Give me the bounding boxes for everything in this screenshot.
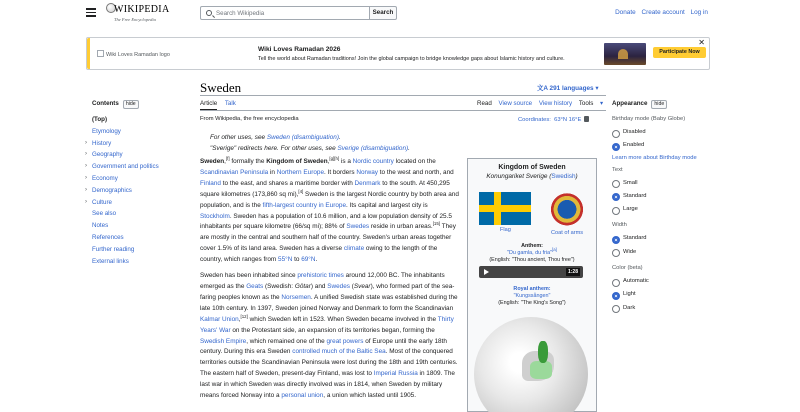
- search-icon: [206, 10, 212, 16]
- native-name-close: ): [575, 173, 578, 180]
- toc-item-see-also[interactable]: [85, 208, 185, 220]
- flag-link[interactable]: Flag: [500, 227, 511, 233]
- infobox-native-name: [468, 173, 596, 180]
- toc-item-further-reading[interactable]: [85, 244, 185, 256]
- chevron-right-icon[interactable]: ›: [85, 186, 87, 193]
- tab-article[interactable]: Article: [200, 100, 217, 110]
- radio-width-standard[interactable]: Standard: [612, 232, 712, 245]
- royal-anthem-link[interactable]: "Kungssången": [513, 293, 551, 299]
- anthem-label: Anthem:: [521, 243, 543, 249]
- disambiguation-link[interactable]: Sweden (disambiguation): [266, 134, 339, 141]
- anthem-note[interactable]: [a]: [552, 247, 557, 253]
- toc-label: See also: [92, 210, 117, 218]
- royal-anthem-english: (English: "The King's Song"): [498, 300, 566, 306]
- radio-width-wide[interactable]: Wide: [612, 246, 712, 259]
- width-label: Width: [612, 222, 627, 229]
- chevron-right-icon[interactable]: ›: [85, 139, 87, 146]
- language-count: 291 languages: [549, 85, 594, 92]
- map-eu: [530, 361, 552, 379]
- toc-item-economy[interactable]: [85, 173, 185, 185]
- radio-color-dark[interactable]: Dark: [612, 302, 712, 315]
- search-button[interactable]: Search: [369, 6, 397, 20]
- audio-player[interactable]: [479, 266, 583, 278]
- appearance-hide-button[interactable]: hide: [651, 100, 667, 109]
- coordinates: [518, 116, 589, 123]
- coords-value[interactable]: 63°N 16°E: [554, 117, 582, 123]
- tools-menu[interactable]: [579, 100, 603, 107]
- appearance-heading: [612, 100, 712, 109]
- birthday-learn-more-link[interactable]: Learn more about Birthday mode: [612, 154, 697, 161]
- infobox-title: Kingdom of Sweden: [498, 164, 566, 171]
- hatnote-text: For other uses, see: [210, 134, 267, 141]
- radio-color-light[interactable]: Light: [612, 288, 712, 301]
- toc-label: Government and politics: [92, 163, 159, 171]
- flag-image[interactable]: [479, 192, 531, 225]
- infobox: [467, 158, 597, 412]
- chevron-down-icon: ▾: [595, 85, 599, 92]
- page-title: Sweden: [200, 80, 242, 95]
- tools-label: Tools: [578, 100, 594, 107]
- donate-link[interactable]: Donate: [615, 9, 636, 16]
- toc-label: Further reading: [92, 245, 135, 253]
- tab-read[interactable]: Read: [477, 100, 492, 107]
- toc-heading: [92, 100, 139, 109]
- tab-talk[interactable]: Talk: [224, 100, 236, 107]
- language-button[interactable]: [537, 83, 599, 92]
- disambiguation-link[interactable]: Sverige (disambiguation): [337, 145, 409, 152]
- coat-of-arms-link[interactable]: Coat of arms: [551, 230, 584, 236]
- royal-anthem: [468, 286, 596, 307]
- play-icon[interactable]: [484, 269, 489, 275]
- map-sweden: [538, 341, 548, 363]
- toc-label: Economy: [92, 174, 118, 182]
- close-icon[interactable]: ✕: [698, 38, 705, 47]
- toc-item-external-links[interactable]: [85, 256, 185, 268]
- lead-paragraph: Sweden,[f] formally the Kingdom of Sweden,[g][h] is a Nordic country located on the Scandinavian Peninsula in Northern Europe. It borders Norway to the west and north, and Finland to the east, and shares a maritime border with Denmark to the south. At 450,295 square kilometres (173,860 sq mi),[4] Sweden is the largest Nordic country by both area and population, and is the fifth-largest country in Europe. Its capital and largest city is Stockholm. Sweden has a population of 10.6 million, and a low population density of 25.5 inhabitants per square kilometre (66/sq mi); 88% of Swedes reside in urban areas.[15] They are mostly in the central and southern half of the country. Sweden's urban areas together cover 1.5% of its land area. Sweden has a diverse climate owing to the length of the country, which ranges from 55°N to 69°N.: [200, 155, 459, 264]
- toc-label: Etymology: [92, 127, 121, 135]
- chevron-right-icon[interactable]: ›: [85, 163, 87, 170]
- history-paragraph: Sweden has been inhabited since prehistoric times around 12,000 BC. The inhabitants emerged as the Geats (Swedish: Götar) and Swedes (Svear), who formed part of the sea-faring peoples known as the Norsemen. A unified Swedish state was established during the late 10th century. In 1397, Sweden joined Norway and Denmark to form the Scandinavian Kalmar Union,[12] which Sweden left in 1523. When Sweden became involved in the Thirty Years' War on the Protestant side, an expansion of its territories began, forming the Swedish Empire, which remained one of the great powers of Europe until the early 18th century. During this era Sweden controlled much of the Baltic Sea. Most of the conquered territories outside the Scandinavian Peninsula were lost during the 18th and 19th centuries. The eastern half of Sweden, present-day Finland, was lost to Imperial Russia in 1809. The last war in which Sweden was directly involved was in 1814, when Sweden by military means forced Norway into a personal union, a union which lasted until 1905.: [200, 272, 458, 400]
- tagline: The Free Encyclopedia: [114, 17, 156, 22]
- toc-item-notes[interactable]: [85, 220, 185, 232]
- toc-item-references[interactable]: [85, 232, 185, 244]
- location-map[interactable]: [474, 317, 588, 412]
- swedish-link[interactable]: Swedish: [551, 173, 576, 180]
- banner-text: Tell the world about Ramadan traditions! Join the global campaign to bridge knowledge gaps about Islamic history and culture.: [258, 56, 565, 62]
- toc-label: External links: [92, 257, 129, 265]
- toc-hide-button[interactable]: hide: [123, 100, 139, 109]
- translate-icon: 文A: [537, 85, 550, 92]
- native-name: Konungariket Sverige (: [486, 173, 552, 180]
- wikipedia-logo[interactable]: [106, 3, 176, 23]
- toc-label: References: [92, 233, 124, 241]
- chevron-right-icon[interactable]: ›: [85, 174, 87, 181]
- table-of-contents: [85, 114, 185, 267]
- lock-icon: [584, 116, 589, 122]
- title-divider: [200, 95, 606, 96]
- color-label: Color (beta): [612, 265, 643, 272]
- toc-item-history[interactable]: [85, 138, 185, 150]
- participate-button[interactable]: Participate Now: [653, 47, 706, 58]
- chevron-right-icon[interactable]: ›: [85, 151, 87, 158]
- coat-of-arms-image[interactable]: [550, 189, 584, 226]
- toc-item-culture[interactable]: [85, 197, 185, 209]
- create-account-link[interactable]: Create account: [641, 9, 685, 16]
- banner-image: [604, 43, 646, 65]
- chevron-right-icon[interactable]: ›: [85, 198, 87, 205]
- tab-view-source[interactable]: View source: [498, 100, 533, 107]
- radio-birthday-disabled[interactable]: Disabled: [612, 126, 712, 139]
- banner-accent: [87, 38, 90, 69]
- hatnote-line: "Sverige" redirects here. For other uses, see Sverige (disambiguation).: [210, 145, 410, 152]
- banner-title: Wiki Loves Ramadan 2026: [258, 46, 341, 53]
- search-input[interactable]: [200, 6, 370, 20]
- anthem: [468, 243, 596, 264]
- toc-item-top[interactable]: [85, 114, 185, 126]
- toc-item-geography[interactable]: [85, 149, 185, 161]
- coords-label[interactable]: Coordinates:: [518, 117, 551, 123]
- toc-label: (Top): [92, 116, 107, 123]
- hatnote-line: For other uses, see Sweden (disambiguation).: [210, 134, 341, 141]
- toc-title: Contents: [92, 100, 119, 107]
- audio-duration: 1:28: [567, 269, 578, 275]
- user-links: [611, 9, 708, 16]
- appearance-title: Appearance: [612, 100, 648, 107]
- tabs-divider: [200, 110, 606, 111]
- toc-label: Geography: [92, 151, 123, 159]
- search-placeholder: Search Wikipedia: [216, 10, 265, 17]
- article-body: [200, 157, 460, 407]
- appearance-panel: [612, 100, 712, 315]
- anthem-english: (English: "Thou ancient, Thou free"): [489, 257, 575, 263]
- chevron-down-icon: ▾: [600, 100, 604, 107]
- toc-item-government[interactable]: [85, 161, 185, 173]
- radio-text-standard[interactable]: Standard: [612, 190, 712, 203]
- campaign-banner: [86, 37, 710, 70]
- toc-label: Demographics: [92, 186, 132, 194]
- radio-color-automatic[interactable]: Automatic: [612, 275, 712, 288]
- wordmark: WIKIPEDIA: [114, 4, 170, 15]
- radio-birthday-enabled[interactable]: Enabled: [612, 139, 712, 152]
- anthem-link[interactable]: "Du gamla, du fria": [507, 250, 552, 256]
- text-size-label: Text: [612, 166, 623, 173]
- royal-anthem-label[interactable]: Royal anthem:: [513, 286, 551, 292]
- namespace-tabs: [200, 100, 242, 107]
- anthem-title-line: [468, 247, 596, 257]
- toc-label: Notes: [92, 222, 109, 230]
- banner-logo: Wiki Loves Ramadan logo: [97, 50, 170, 58]
- main-menu-button[interactable]: [86, 8, 96, 17]
- site-sub: From Wikipedia, the free encyclopedia: [200, 116, 299, 122]
- toc-label: History: [92, 139, 112, 147]
- hatnote: [210, 132, 410, 154]
- birthday-label: Birthday mode (Baby Globe): [612, 116, 686, 122]
- radio-text-small[interactable]: Small: [612, 177, 712, 190]
- toc-item-demographics[interactable]: [85, 185, 185, 197]
- toc-item-etymology[interactable]: [85, 126, 185, 138]
- hatnote-text: "Sverige" redirects here. For other uses, see: [210, 145, 338, 152]
- tab-view-history[interactable]: View history: [538, 100, 573, 107]
- view-tabs: [477, 100, 603, 107]
- toc-label: Culture: [92, 198, 112, 206]
- login-link[interactable]: Log in: [690, 9, 708, 16]
- radio-text-large[interactable]: Large: [612, 203, 712, 216]
